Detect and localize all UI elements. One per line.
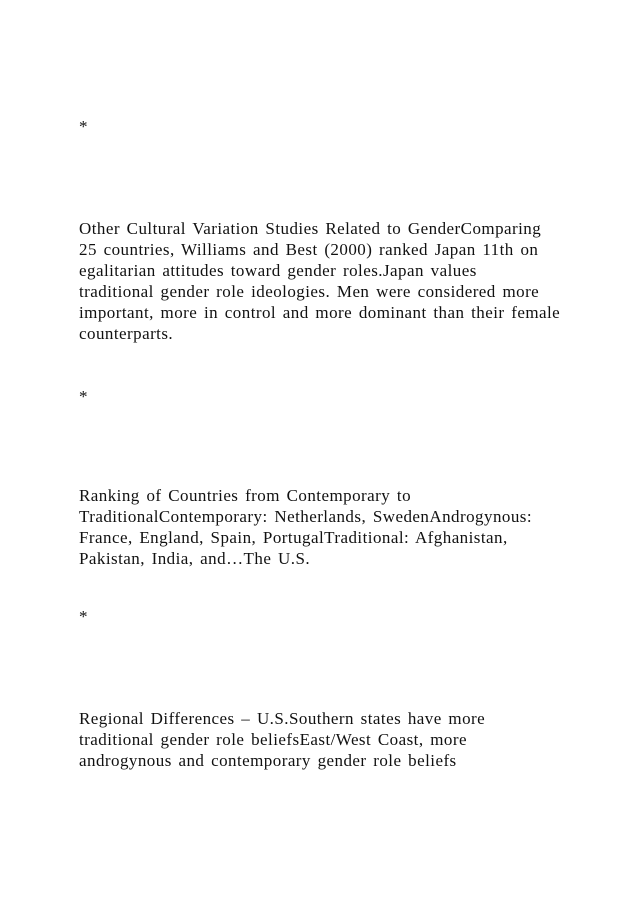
text-line: Other Cultural Variation Studies Related to GenderComparing [79, 219, 542, 238]
text-line: Regional Differences – U.S.Southern states have more [79, 709, 486, 728]
text-line: traditional gender role beliefsEast/West Coast, more [79, 730, 467, 749]
text-line: androgynous and contemporary gender role beliefs [79, 751, 457, 770]
text-line: counterparts. [79, 324, 174, 343]
text-line: 25 countries, Williams and Best (2000) ranked Japan 11th on [79, 240, 539, 259]
text-line: Ranking of Countries from Contemporary to [79, 486, 412, 505]
slide-marker: * [79, 117, 88, 136]
text-line: TraditionalContemporary: Netherlands, SwedenAndrogynous: [79, 507, 533, 526]
text-line: France, England, Spain, PortugalTraditional: Afghanistan, [79, 528, 508, 547]
text-line: traditional gender role ideologies. Men were considered more [79, 282, 540, 301]
text-line: Pakistan, India, and…The U.S. [79, 549, 311, 568]
slide-marker: * [79, 387, 88, 406]
slide-marker: * [79, 607, 88, 626]
text-line: egalitarian attitudes toward gender roles.Japan values [79, 261, 477, 280]
text-line: important, more in control and more dominant than their female [79, 303, 561, 322]
